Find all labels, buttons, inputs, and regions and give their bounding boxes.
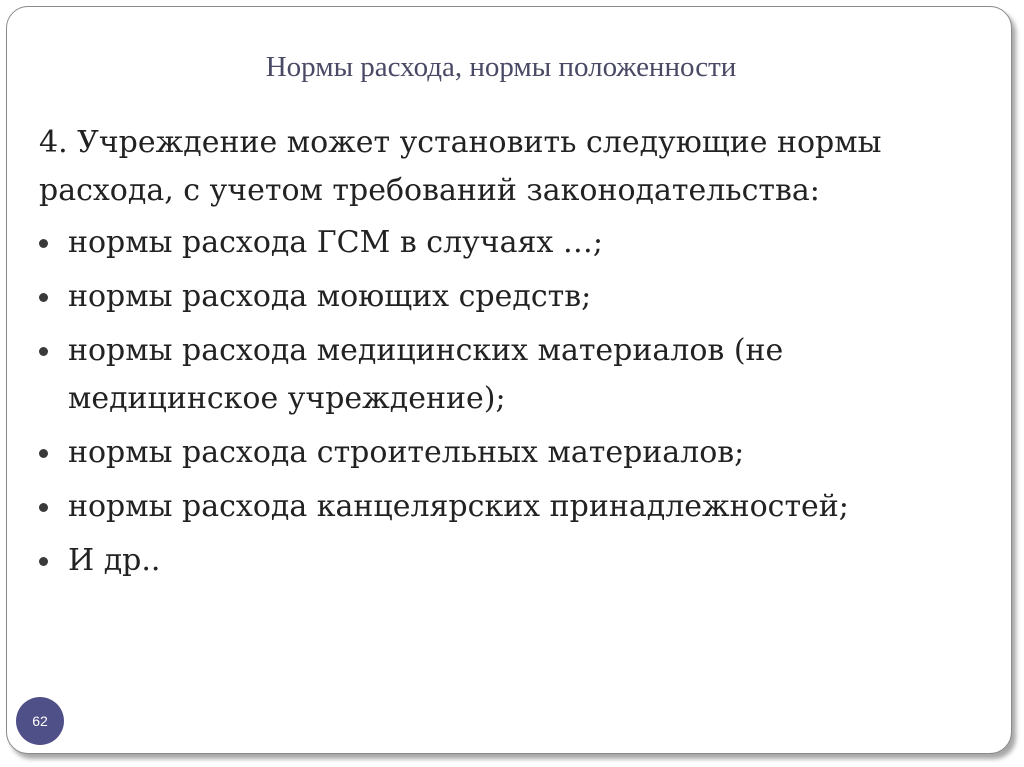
list-item-text: нормы расхода медицинских материалов (не медицинское учреждение);	[68, 333, 784, 416]
list-item-text: нормы расхода строительных материалов;	[68, 435, 745, 470]
list-item	[39, 483, 969, 531]
bullet-icon	[39, 557, 48, 566]
list-item-text: И др..	[68, 543, 161, 578]
list-item	[39, 219, 969, 267]
list-item	[39, 327, 969, 423]
bullet-icon	[39, 449, 48, 458]
bullet-icon	[39, 347, 48, 356]
slide-body	[39, 119, 969, 591]
list-item	[39, 537, 969, 585]
list-item-text: нормы расхода ГСМ в случаях …;	[68, 225, 603, 260]
bullet-icon	[39, 239, 48, 248]
list-item	[39, 429, 969, 477]
bullet-icon	[39, 503, 48, 512]
list-item	[39, 273, 969, 321]
page-number-badge: 62	[16, 697, 64, 745]
list-item-text: нормы расхода моющих средств;	[68, 279, 592, 314]
slide-frame	[6, 6, 1012, 754]
list-item-text: нормы расхода канцелярских принадлежностей;	[68, 489, 849, 524]
bullet-icon	[39, 293, 48, 302]
intro-paragraph: 4. Учреждение может установить следующие нормы расхода, с учетом требований законодательства:	[39, 125, 882, 208]
slide-title: Нормы расхода, нормы положенности	[265, 51, 737, 83]
